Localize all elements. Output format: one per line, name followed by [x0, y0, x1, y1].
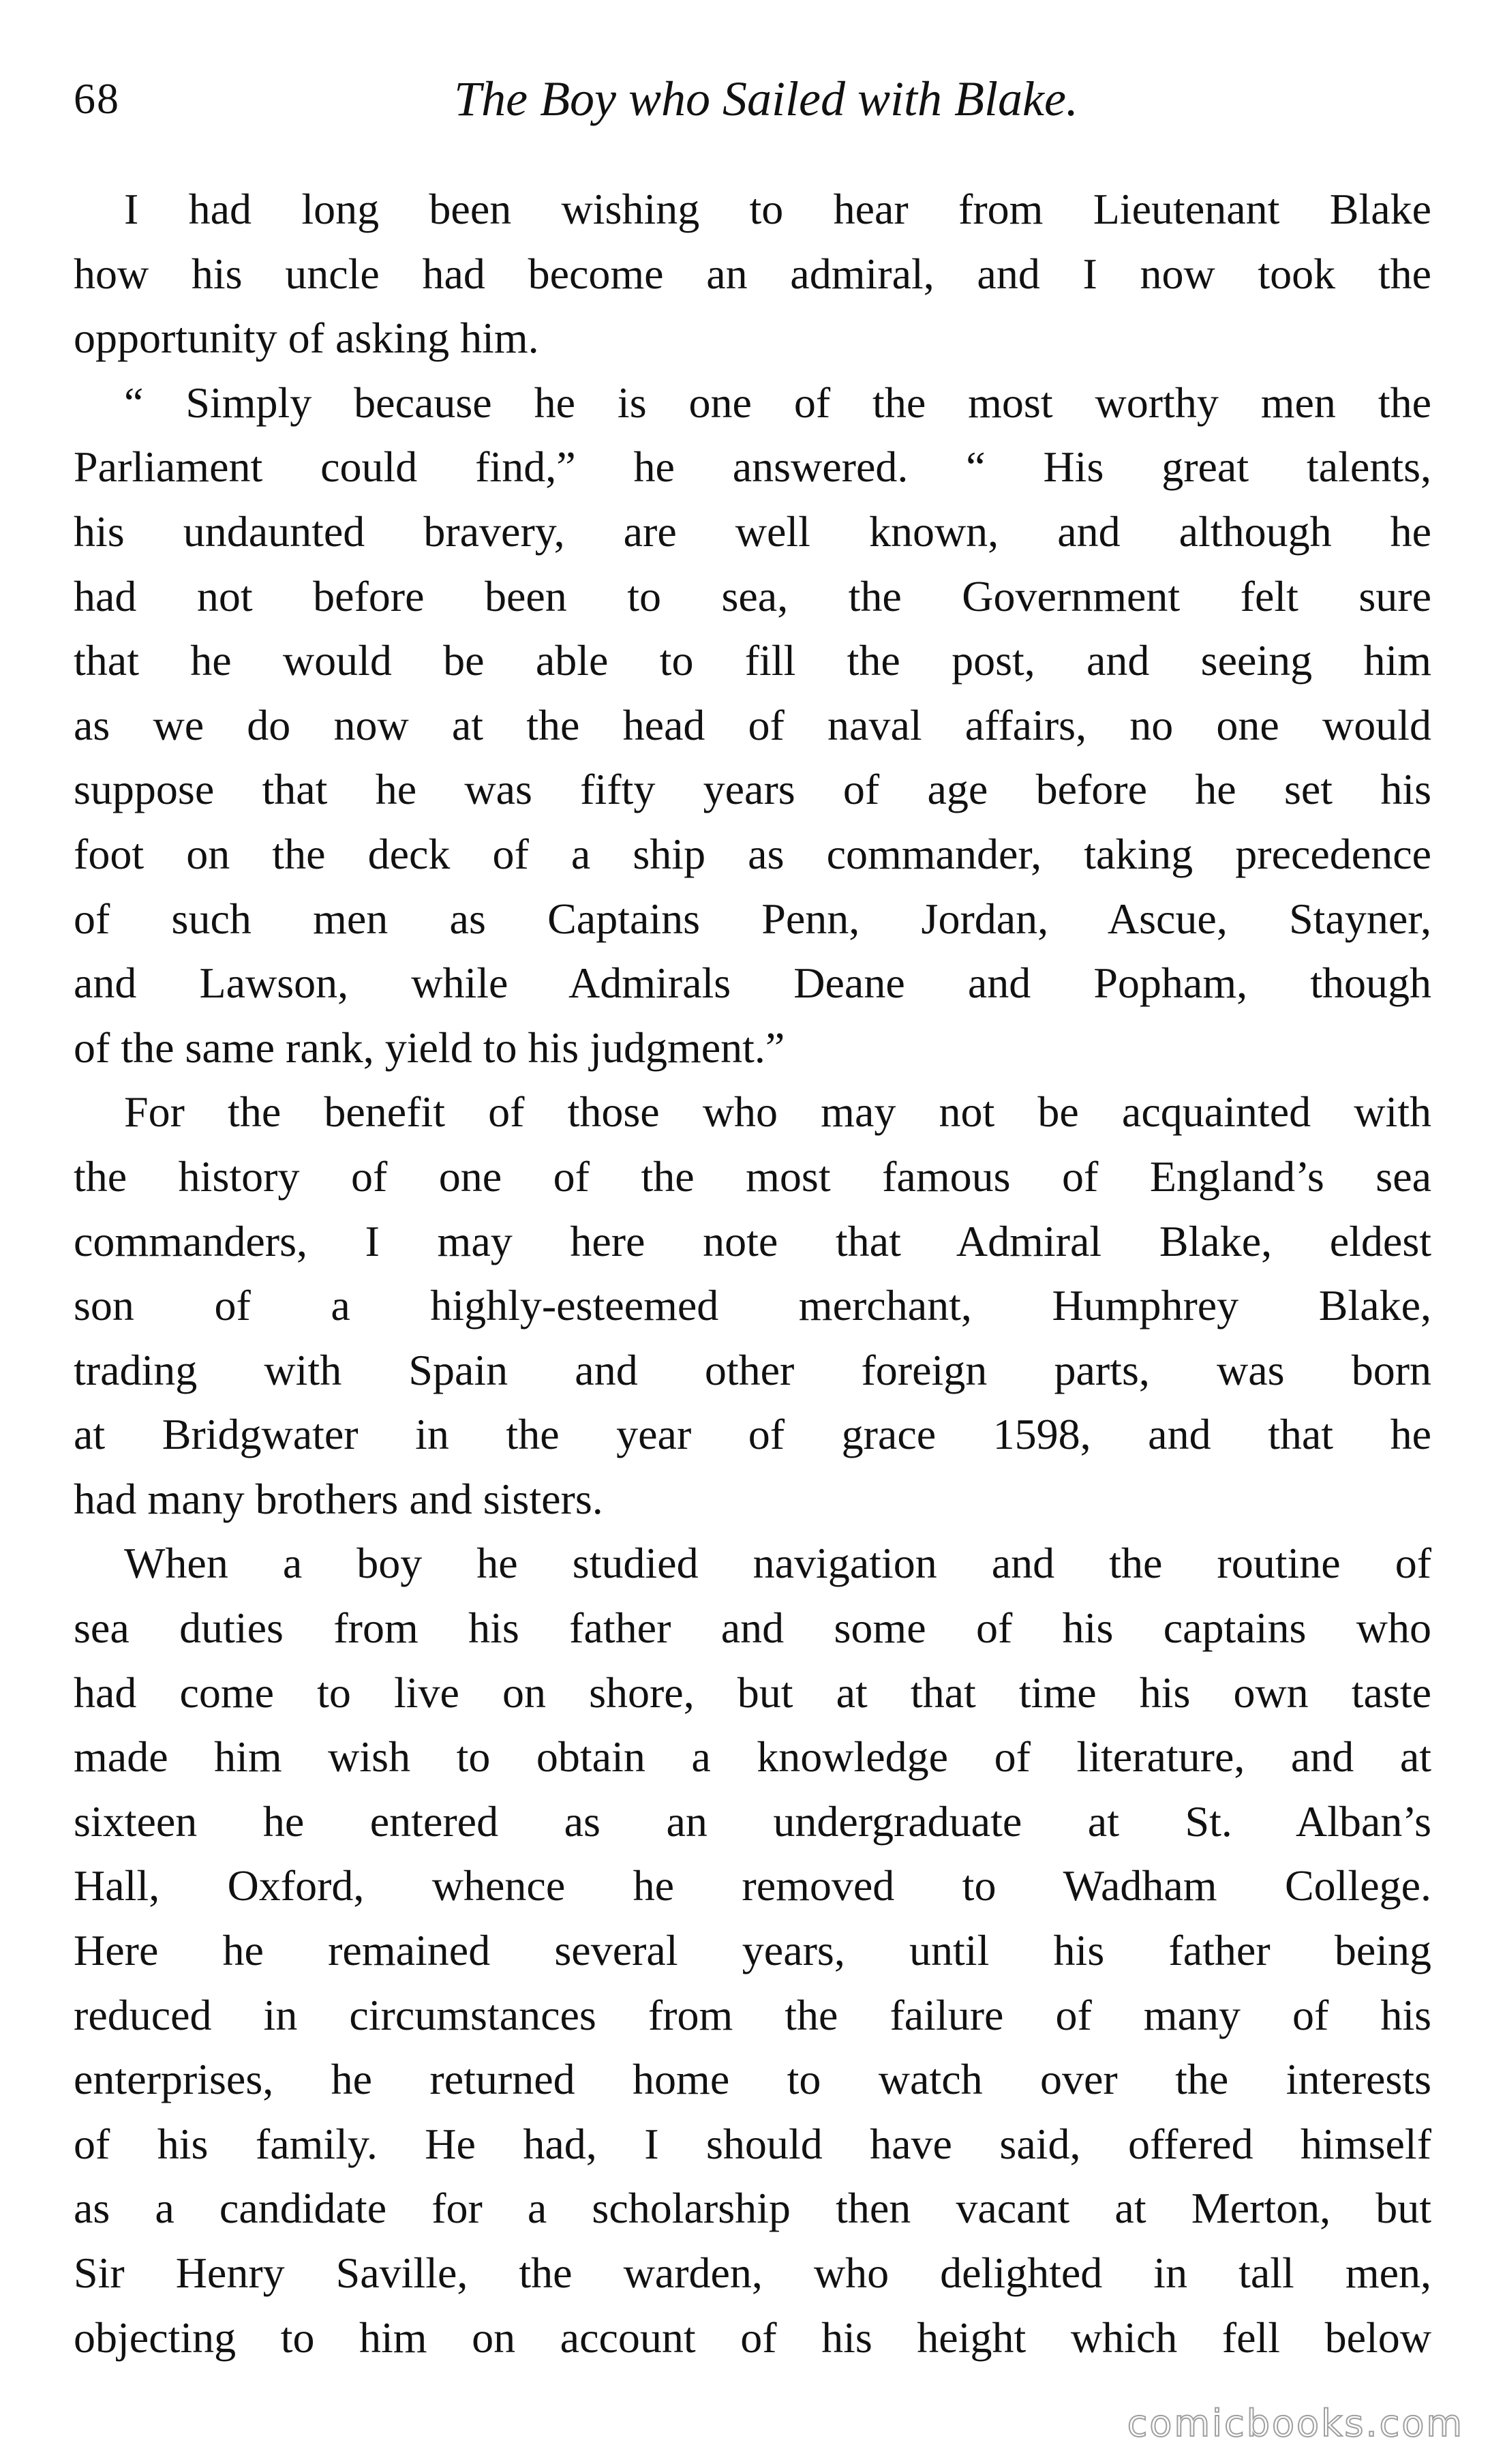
- text-line: his undaunted bravery, are well known, and although he: [74, 507, 1431, 556]
- text-line: had many brothers and sisters.: [74, 1474, 603, 1523]
- text-line: Hall, Oxford, whence he removed to Wadham College.: [74, 1861, 1431, 1910]
- paragraph: [74, 177, 1431, 371]
- text-line: as we do now at the head of naval affairs, no one would: [74, 700, 1431, 749]
- text-line: son of a highly-esteemed merchant, Humphrey Blake,: [74, 1281, 1431, 1330]
- text-line: how his uncle had become an admiral, and I now took the: [74, 249, 1431, 298]
- text-line: at Bridgwater in the year of grace 1598, and that he: [74, 1410, 1431, 1459]
- text-line: “ Simply because he is one of the most worthy men the: [124, 378, 1431, 427]
- paragraph: [74, 1531, 1431, 2370]
- text-line: sea duties from his father and some of his captains who: [74, 1604, 1431, 1653]
- running-head: [74, 61, 1431, 136]
- text-line: and Lawson, while Admirals Deane and Popham, though: [74, 959, 1431, 1008]
- page-number: 68: [74, 74, 120, 123]
- text-line: I had long been wishing to hear from Lieutenant Blake: [124, 185, 1431, 233]
- paragraph: [74, 371, 1431, 1081]
- text-line: objecting to him on account of his height which fell below: [74, 2313, 1431, 2362]
- text-line: the history of one of the most famous of England’s sea: [74, 1152, 1431, 1201]
- text-line: For the benefit of those who may not be acquainted with: [124, 1087, 1431, 1137]
- text-line: foot on the deck of a ship as commander, taking precedence: [74, 829, 1431, 878]
- text-line: had not before been to sea, the Government felt sure: [74, 571, 1431, 620]
- text-line: Sir Henry Saville, the warden, who delighted in tall men,: [74, 2249, 1431, 2297]
- body-text: [74, 177, 1431, 2370]
- text-line: trading with Spain and other foreign parts, was born: [74, 1345, 1431, 1394]
- text-line: commanders, I may here note that Admiral Blake, eldest: [74, 1216, 1431, 1265]
- text-line: Parliament could find,” he answered. “ His great talents,: [74, 442, 1431, 492]
- text-line: sixteen he entered as an undergraduate at St. Alban’s: [74, 1797, 1431, 1846]
- text-line: suppose that he was fifty years of age before he set his: [74, 765, 1431, 814]
- text-line: When a boy he studied navigation and the routine of: [124, 1539, 1431, 1588]
- text-line: of such men as Captains Penn, Jordan, Ascue, Stayner,: [74, 894, 1431, 943]
- watermark: comicbooks.com: [1127, 2402, 1464, 2445]
- text-line: had come to live on shore, but at that time his own taste: [74, 1668, 1431, 1717]
- text-line: Here he remained several years, until his father being: [74, 1926, 1431, 1975]
- text-line: of the same rank, yield to his judgment.”: [74, 1023, 785, 1072]
- text-line: enterprises, he returned home to watch over the interests: [74, 2055, 1431, 2104]
- text-line: opportunity of asking him.: [74, 314, 539, 363]
- text-line: that he would be able to fill the post, and seeing him: [74, 636, 1431, 685]
- book-page: [74, 61, 1431, 2407]
- text-line: of his family. He had, I should have said, offered himself: [74, 2119, 1431, 2168]
- text-line: as a candidate for a scholarship then vacant at Merton, but: [74, 2184, 1431, 2233]
- running-title: The Boy who Sailed with Blake.: [454, 72, 1078, 126]
- text-line: reduced in circumstances from the failure of many of his: [74, 1990, 1431, 2039]
- text-line: made him wish to obtain a knowledge of literature, and at: [74, 1732, 1431, 1782]
- paragraph: [74, 1080, 1431, 1531]
